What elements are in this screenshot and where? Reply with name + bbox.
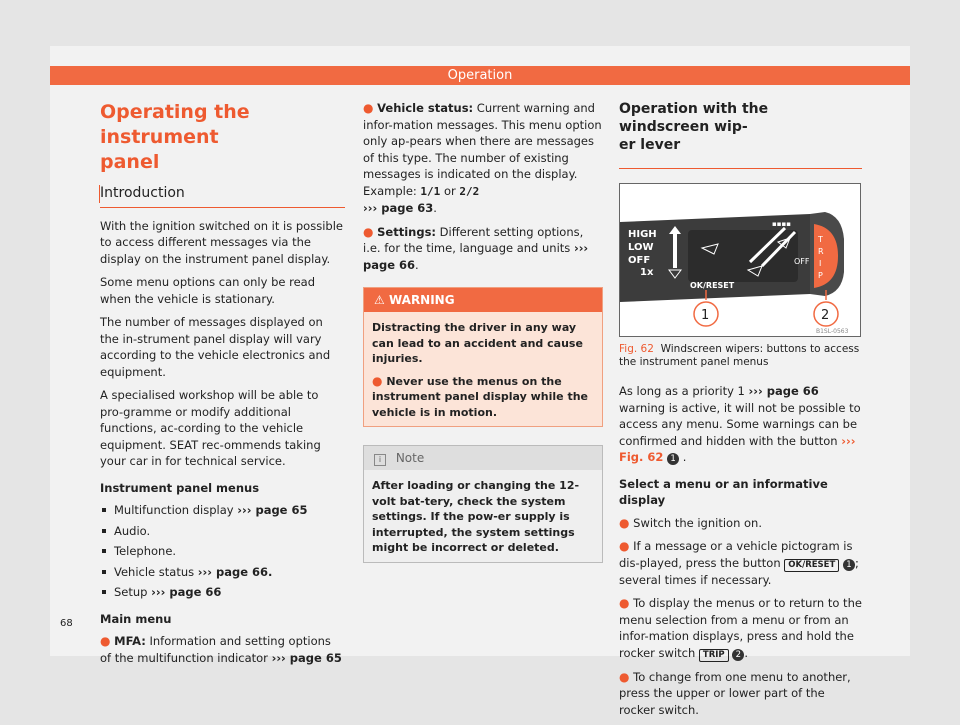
- bullet-icon: ●: [619, 596, 630, 610]
- settings-item: ● Settings: Different setting options, i.e. for the time, language and units ››› page 66.: [363, 224, 589, 272]
- label-high: HIGH: [628, 229, 657, 240]
- info-icon: i: [374, 454, 386, 466]
- figure-link[interactable]: ››› Fig. 62: [619, 433, 856, 464]
- step-2: ● If a message or a vehicle pictogram is dis-played, press the button OK/RESET 1 ; several times if necessary.: [619, 539, 859, 587]
- section-subtitle: [100, 185, 345, 208]
- mfa-item: ● MFA: Information and setting options of the multifunction indicator ››› page 65: [100, 634, 342, 665]
- list-item: Telephone.: [100, 543, 345, 560]
- label-okreset: OK/RESET: [690, 281, 735, 290]
- page-link[interactable]: ››› page 63: [363, 201, 434, 215]
- page-link[interactable]: ››› page 66: [151, 585, 222, 599]
- warning-header: ⚠ WARNING: [364, 288, 602, 312]
- page-link[interactable]: ››› page 66: [748, 384, 819, 398]
- bullet-icon: ●: [363, 224, 374, 239]
- page-title-line1: Operating the instrument: [100, 101, 250, 148]
- trip-key: TRIP: [699, 649, 729, 662]
- page-link[interactable]: ››› page 65: [237, 503, 308, 517]
- page-link[interactable]: ››› page 65: [271, 650, 342, 665]
- wiper-lever-illustration: [620, 184, 860, 336]
- figure-code: B1SL-0563: [816, 328, 849, 335]
- label-off-2: OFF: [794, 257, 810, 266]
- okreset-key: OK/RESET: [784, 559, 839, 572]
- intro-paragraph-3: The number of messages displayed on the in-strument panel display will vary according to the vehicle electronics and equipment.: [100, 315, 331, 379]
- note-body: After loading or changing the 12-volt bat-tery, check the system settings. If the pow-er supply is interrupted, the system settings might be incorrect or deleted.: [364, 470, 602, 562]
- select-heading: Select a menu or an informative display: [619, 476, 828, 507]
- priority-paragraph: As long as a priority 1 ››› page 66 warning is active, it will not be possible to access any menu. Some warnings can be confirmed and hidden with the button ››› Fig. 62 1 .: [619, 384, 861, 464]
- menus-heading: Instrument panel menus: [100, 480, 260, 495]
- page-link[interactable]: ››› page 66: [363, 241, 589, 272]
- section-banner: Operation: [50, 66, 910, 85]
- warning-body: Distracting the driver in any way can lead to an accident and cause injuries. ● Never use the menus on the instrument panel display while the vehicle is in motion.: [364, 312, 602, 426]
- figure-caption: Fig. 62 Windscreen wipers: buttons to access the instrument panel menus: [619, 343, 860, 368]
- section-title: Operation with the windscreen wip- er lever: [619, 101, 769, 153]
- svg-text:T: T: [818, 235, 823, 244]
- callout-1-badge: 1: [843, 559, 855, 571]
- callout-2-badge: 2: [732, 649, 744, 661]
- step-3: ● To display the menus or to return to the menu selection from a menu or from an infor-mation displays, press and hold the rocker switch TRIP 2 .: [619, 596, 862, 660]
- svg-text:R: R: [818, 247, 824, 256]
- bullet-icon: ●: [372, 373, 383, 388]
- left-column: [100, 100, 345, 673]
- label-off: OFF: [628, 255, 651, 266]
- svg-text:▪▪▪▪: ▪▪▪▪: [772, 220, 791, 228]
- page-link[interactable]: ››› page 66.: [197, 564, 273, 579]
- bullet-icon: ●: [100, 634, 111, 648]
- svg-text:2: 2: [821, 308, 830, 323]
- subtitle-tick: [99, 185, 100, 203]
- label-1x: 1x: [640, 267, 654, 278]
- list-item: Audio.: [100, 523, 345, 540]
- note-header: i Note: [364, 446, 602, 470]
- svg-text:P: P: [818, 271, 823, 280]
- list-item: Setup ››› page 66: [100, 584, 345, 601]
- svg-text:1: 1: [701, 308, 710, 323]
- bullet-icon: ●: [619, 539, 630, 553]
- bullet-icon: ●: [619, 669, 630, 684]
- label-low: LOW: [628, 242, 654, 253]
- note-box: [363, 445, 603, 563]
- warning-triangle-icon: ⚠: [374, 293, 385, 307]
- right-column: [619, 100, 862, 725]
- svg-text:I: I: [819, 259, 822, 268]
- bullet-icon: ●: [363, 101, 374, 115]
- list-item: Multifunction display ››› page 65: [100, 502, 345, 519]
- page-title: [100, 100, 345, 175]
- step-4: ● To change from one menu to another, press the upper or lower part of the rocker switch.: [619, 669, 851, 717]
- vehicle-status-item: ● Vehicle status: Current warning and infor-mation messages. This menu option only ap-pears when there are messages of this type. The number of existing messages is indicated on the display. Example: 1/1 or 2/2 ››› page 63.: [363, 101, 602, 215]
- intro-paragraph-1: With the ignition switched on it is possible to access different messages via the display on the instrument panel display.: [100, 218, 343, 266]
- callout-1-badge: 1: [667, 453, 679, 465]
- section-rule: [619, 168, 862, 169]
- intro-paragraph-4: A specialised workshop will be able to pro-gramme or modify additional functions, ac-cording to the vehicle equipment. SEAT rec-ommends taking your car in for technical service.: [100, 388, 321, 468]
- step-1: ● Switch the ignition on.: [619, 515, 762, 530]
- main-menu-heading: Main menu: [100, 611, 172, 626]
- subtitle-text: Introduction: [100, 185, 185, 201]
- bullet-icon: ●: [619, 515, 630, 530]
- menus-list: [100, 502, 345, 601]
- middle-column: [363, 100, 603, 563]
- warning-box: [363, 287, 603, 427]
- page-title-line2: panel: [100, 151, 160, 173]
- wiper-lever-figure: [619, 183, 861, 337]
- intro-paragraph-2: Some menu options can only be read when the vehicle is stationary.: [100, 275, 316, 306]
- page-number: 68: [60, 618, 73, 629]
- list-item: Vehicle status ››› page 66.: [100, 564, 345, 581]
